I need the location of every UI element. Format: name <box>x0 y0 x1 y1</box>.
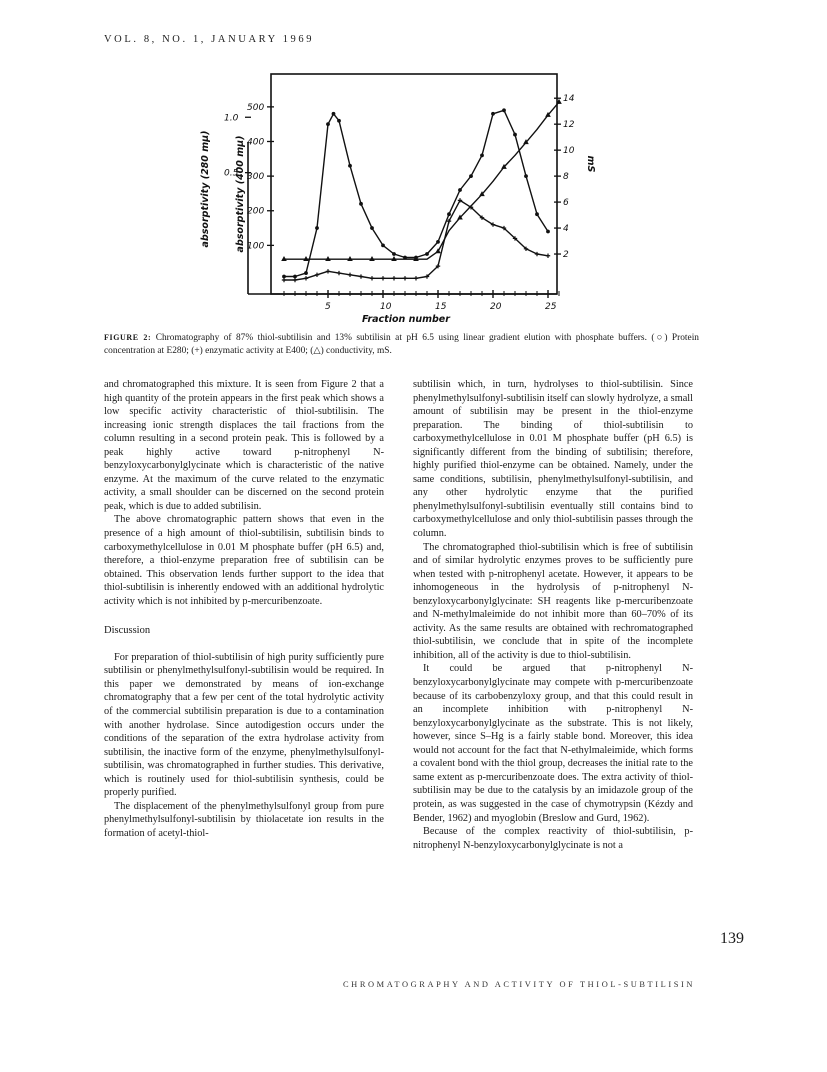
data-point-circle <box>502 108 506 112</box>
data-point-circle <box>315 226 319 230</box>
data-point-circle <box>480 153 484 157</box>
data-point-circle <box>458 188 462 192</box>
data-point-circle <box>348 164 352 168</box>
section-heading: Discussion <box>104 625 151 637</box>
data-point-plus <box>282 278 286 282</box>
series-line-circle <box>284 110 548 276</box>
series-line-triangle <box>284 102 559 259</box>
data-point-plus <box>359 274 363 278</box>
right-tick-label: 14 <box>563 94 575 105</box>
running-head: VOL. 8, NO. 1, JANUARY 1969 <box>104 34 315 45</box>
right-tick-label: 4 <box>563 224 569 235</box>
x-tick-label: 15 <box>435 302 447 312</box>
data-point-plus <box>392 276 396 280</box>
outer-left-axis-label: absorptivity (280 mμ) <box>200 130 211 248</box>
inner-left-tick-label: 500 <box>247 102 265 113</box>
data-point-circle <box>359 202 363 206</box>
data-point-circle <box>392 252 396 256</box>
data-point-circle <box>381 243 385 247</box>
x-tick-label: 5 <box>325 302 331 312</box>
outer-left-tick-label: 0.5 <box>224 168 239 179</box>
right-tick-label: 6 <box>563 198 569 209</box>
body-paragraph: The displacement of the phenylmethylsulfonyl group from pure phenylmethylsulfonyl-subtilisin by thiolacetate ion results in the formation of acetyl-thiol- <box>104 800 384 839</box>
data-point-circle <box>425 252 429 256</box>
right-axis-label: mS <box>585 155 596 173</box>
x-tick-label: 20 <box>490 302 502 312</box>
data-point-circle <box>469 174 473 178</box>
data-point-circle <box>370 226 374 230</box>
data-point-plus <box>414 276 418 280</box>
body-paragraph: The above chromatographic pattern shows that even in the presence of a high amount of thiol-subtilisin, subtilisin binds to carboxymethylcellulose in 0.01 M phosphate buffer (pH 6.5) and, therefore, a thiol-enzyme preparation free of subtilisin can be obtained. This observation lends further support to the idea that thiol-subtilisin is inherently endowed with an additional hydrolytic activity which is not inhibited by p-mercuribenzoate. <box>104 514 384 607</box>
data-point-plus <box>370 276 374 280</box>
outer-left-tick-label: 1.0 <box>224 113 239 124</box>
data-point-plus <box>403 276 407 280</box>
data-point-plus <box>348 273 352 277</box>
page-number: 139 <box>720 930 744 947</box>
data-point-circle <box>513 133 517 137</box>
data-point-circle <box>535 212 539 216</box>
inner-left-axis-label: absorptivity (400 mμ) <box>235 135 246 253</box>
running-foot: CHROMATOGRAPHY AND ACTIVITY OF THIOL-SUBTILISIN <box>343 980 696 989</box>
figure-caption <box>104 332 699 357</box>
data-point-plus <box>381 276 385 280</box>
data-point-plus <box>315 273 319 277</box>
data-point-circle <box>337 119 341 123</box>
right-text-column <box>413 378 693 852</box>
data-point-plus <box>326 269 330 273</box>
data-point-circle <box>436 240 440 244</box>
left-text-column <box>104 378 384 841</box>
data-point-plus <box>304 276 308 280</box>
inner-left-tick-label: 400 <box>247 137 265 148</box>
x-tick-label: 25 <box>545 302 557 312</box>
right-tick-label: 10 <box>563 146 575 157</box>
chromatography-chart <box>190 62 610 330</box>
data-point-circle <box>524 174 528 178</box>
inner-left-tick-label: 300 <box>247 172 265 183</box>
series-line-plus <box>284 200 548 280</box>
data-point-plus <box>546 254 550 258</box>
x-tick-label: 10 <box>380 302 392 312</box>
figure-chart <box>190 62 610 330</box>
inner-left-tick-label: 200 <box>247 206 265 217</box>
data-point-circle <box>326 122 330 126</box>
data-point-plus <box>337 271 341 275</box>
data-point-circle <box>491 112 495 116</box>
x-axis-label: Fraction number <box>362 314 450 325</box>
body-paragraph: It could be argued that p-nitrophenyl N-benzyloxycarbonylglycinate may compete with p-mercuribenzoate because of its carbobenzyloxy group, and that this could result in an incomplete inhibition with p-nitrophenyl N-benzyloxycarbonylglycinate as the substrate. This is not likely, however, since S–Hg is a fairly stable bond. Moreover, this idea would not account for the fact that N-ethylmaleimide, which forms a covalent bond with the thiol group, decreases the initial rate to the same extent as p-mercuribenzoate does. The extra activity of thiol-subtilisin may be due to the catalysis by an imidazole group of the protein, as was suggested in the case of chymotrypsin (Kézdy and Bender, 1962) and myoglobin (Breslow and Gurd, 1962). <box>413 663 693 824</box>
right-tick-label: 8 <box>563 172 569 183</box>
body-paragraph: For preparation of thiol-subtilisin of high purity sufficiently pure subtilisin or phenylmethylsulfonyl-subtilisin would be required. In this paper we demonstrated by means of ion-exchange chromatography that a few per cent of the total hydrolytic activity of the commercial subtilisin preparation is due to a contamination with another hydrolase. Since autodigestion occurs under the conditions of the separation of the extra hydrolase activity from subtilisin, the inactive form of the enzyme, phenylmethylsulfonyl-subtilisin, was chromatographed in further studies. This derivative, which is routinely used for thiol-subtilisin synthesis, could be properly purified. <box>104 651 384 799</box>
data-point-circle <box>332 112 336 116</box>
figure-caption-text: Chromatography of 87% thiol-subtilisin and 13% subtilisin at pH 6.5 using linear gradient elution with phosphate buffers. (○) Protein concentration at E280; (+) enzymatic activity at E400; (△) conductivity, mS. <box>104 333 699 356</box>
inner-left-tick-label: 100 <box>247 241 265 252</box>
data-point-plus <box>293 278 297 282</box>
body-paragraph: Because of the complex reactivity of thiol-subtilisin, p-nitrophenyl N-benzyloxycarbonylglycinate is not a <box>413 826 693 851</box>
data-point-circle <box>304 271 308 275</box>
body-paragraph: The chromatographed thiol-subtilisin which is free of subtilisin and of similar hydrolytic enzymes proves to be sufficiently pure when tested with p-nitrophenyl acetate. However, it appears to be inhomogeneous in the hydrolysis of p-nitrophenyl N-benzyloxycarbonylglycinate: SH reagents like p-mercuribenzoate and N-methylmaleimide do not inhibit more than 60–70% of its activity. As the same results are obtained with rechromatographed thiol-subtilisin, we conclude that in spite of the incomplete inhibition, all of the activity is due to thiol-subtilisin. <box>413 541 693 661</box>
data-point-circle <box>447 212 451 216</box>
body-paragraph: subtilisin which, in turn, hydrolyses to thiol-subtilisin. Since phenylmethylsulfonyl-subtilisin itself can slowly hydrolyze, a small amount of subtilisin may be present in the thiol-enzyme preparation. The binding of thiol-subtilisin to carboxymethylcellulose in 0.01 M phosphate buffer (pH 6.5) is significantly different from the binding of subtilisin; therefore, highly purified thiol-enzyme can be obtained. Namely, under the same conditions, subtilisin, phenylmethylsulfonyl-subtilisin, and any other hydrolytic enzyme that the purified phenylmethylsulfonyl-subtilisin eventually still contains bind to carboxymethylcellulose and only thiol-subtilisin passes through the column. <box>413 379 693 540</box>
right-tick-label: 12 <box>563 120 575 131</box>
right-tick-label: 2 <box>563 250 569 261</box>
data-point-circle <box>546 230 550 234</box>
data-point-plus <box>535 252 539 256</box>
figure-caption-label: FIGURE 2: <box>104 333 152 342</box>
body-paragraph: and chromatographed this mixture. It is seen from Figure 2 that a high quantity of the protein appears in the first peak which shows a low specific activity characteristic of thiol-subtilisin. The increasing ionic strength displaces the tail fractions from the column resulting in a second protein peak. This is followed by a peak highly active toward p-nitrophenyl N-benzyloxycarbonylglycinate which is characteristic of the native enzyme. At the maximum of the curve related to the enzymatic activity, a small shoulder can be discerned on the second protein peak, which is due to added subtilisin. <box>104 379 384 512</box>
